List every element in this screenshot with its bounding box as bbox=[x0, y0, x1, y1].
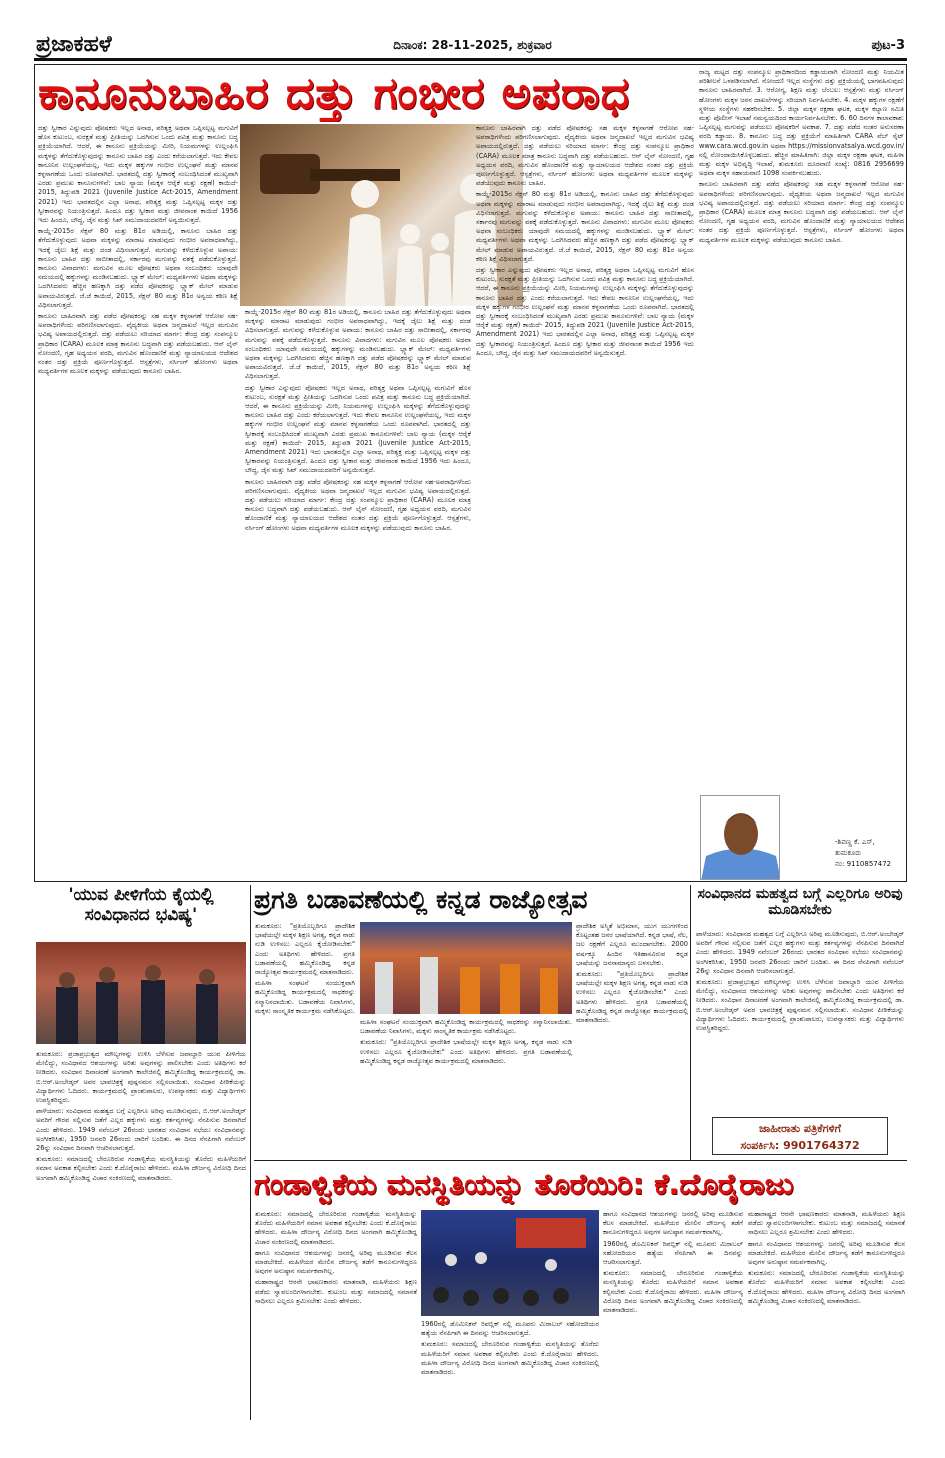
story5-text-4: ಮಹಾರಾಷ್ಟ್ರದ ಆರನೇ ಭಾಷಣಕಾರರು ಮಾತನಾಡಿ, ಮಹಿಳೆಯರು ಶಿಕ್ಷಣ ಪಡೆದು ಸ್ವಾವಲಂಬಿಗಳಾಗಬೇಕು. ಕುಟುಂಬ ಮತ್ತು ಸಮಾಜದಲ್ಲಿ ಸಮಾನತೆ ಸಾಧಿಸಲು ಎಲ್ಲರೂ ಶ್ರಮಿಸಬೇಕು ಎಂದು ಹೇಳಿದರು. bbox=[748, 1210, 905, 1237]
story5-col1 bbox=[255, 1210, 417, 1420]
story2-headline: 'ಯುವ ಪೀಳಿಗೆಯ ಕೈಯಲ್ಲಿ ಸಂವಿಧಾನದ ಭವಿಷ್ಯ' bbox=[68, 885, 214, 925]
story3-col1 bbox=[255, 922, 355, 1158]
story3-col2 bbox=[360, 1018, 572, 1158]
masthead-rule bbox=[34, 58, 907, 61]
story3-headline: ಪ್ರಗತಿ ಬಡಾವಣೆಯಲ್ಲಿ ಕನ್ನಡ ರಾಜ್ಯೋತ್ಸವ bbox=[254, 885, 588, 914]
story3-text-1: ತುಮಕೂರು: "ಪ್ರತಿಯೊಬ್ಬರಿಗೂ ಪ್ರಾದೇಶಿಕ ಭಾಷೆಯಲ್ಲೇ ಮಕ್ಕಳ ಶಿಕ್ಷಣ ಅಗತ್ಯ, ಕನ್ನಡ ನಾಡು ನುಡಿ ಉಳಿಸಲು ಎಲ್ಲರೂ ಕೈಜೋಡಿಸಬೇಕು" ಎಂದು ಅತಿಥಿಗಳು ಹೇಳಿದರು. ಪ್ರಗತಿ ಬಡಾವಣೆಯಲ್ಲಿ ಹಮ್ಮಿಕೊಂಡಿದ್ದ ಕನ್ನಡ ರಾಜ್ಯೋತ್ಸವ ಕಾರ್ಯಕ್ರಮದಲ್ಲಿ ಮಾತನಾಡಿದರು. bbox=[255, 922, 355, 977]
lead-column-4 bbox=[699, 68, 904, 790]
story5-text-1: ತುಮಕೂರು: ಸಮಾಜದಲ್ಲಿ ಬೇರೂರಿರುವ ಗಂಡಾಳ್ವಿಕೆಯ ಮನಸ್ಥಿತಿಯನ್ನು ತೊರೆದು ಮಹಿಳೆಯರಿಗೆ ಸಮಾನ ಅವಕಾಶ ಕಲ್ಪಿಸಬೇಕು ಎಂದು ಕೆ.ದೊರೈರಾಜು ಹೇಳಿದರು. ಮಹಿಳಾ ದೌರ್ಜನ್ಯ ವಿರೋಧಿ ದಿನದ ಅಂಗವಾಗಿ ಹಮ್ಮಿಕೊಂಡಿದ್ದ ವಿಚಾರ ಸಂಕಿರಣದಲ್ಲಿ ಮಾತನಾಡಿದರು. bbox=[255, 1210, 417, 1246]
story3-text-3: ಪ್ರಾದೇಶಿಕ ಅಸ್ಮಿತೆ ಅಭಿಮಾನ, ಯುಗ ಯುಗಗಳಿಂದ ಕೊಟ್ಟಂತಹ ಜನರ ಭಾಷೆಯಾಗಿದೆ. ಕನ್ನಡ ಭಾಷೆ, ನೆಲ, ಜಲ ರಕ್ಷಣೆಗೆ ಎಲ್ಲರೂ ಮುಂದಾಗಬೇಕು. 2000 ವರ್ಷಕ್ಕೂ ಹಿಂದಿನ ಇತಿಹಾಸವಿರುವ ಕನ್ನಡ ಭಾಷೆಯನ್ನು ಜನಸಾಮಾನ್ಯರು ಬಳಸಬೇಕು. bbox=[576, 922, 688, 967]
story5-text-4c: ತುಮಕೂರು: ಸಮಾಜದಲ್ಲಿ ಬೇರೂರಿರುವ ಗಂಡಾಳ್ವಿಕೆಯ ಮನಸ್ಥಿತಿಯನ್ನು ತೊರೆದು ಮಹಿಳೆಯರಿಗೆ ಸಮಾನ ಅವಕಾಶ ಕಲ್ಪಿಸಬೇಕು ಎಂದು ಕೆ.ದೊರೈರಾಜು ಹೇಳಿದರು. ಮಹಿಳಾ ದೌರ್ಜನ್ಯ ವಿರೋಧಿ ದಿನದ ಅಂಗವಾಗಿ ಹಮ್ಮಿಕೊಂಡಿದ್ದ ವಿಚಾರ ಸಂಕಿರಣದಲ್ಲಿ ಮಾತನಾಡಿದರು. bbox=[748, 1269, 905, 1305]
story3-text-2: ಮಹಿಳಾ ಸಂಘಟನೆ ಸಂಯುಕ್ತವಾಗಿ ಹಮ್ಮಿಕೊಂಡಿದ್ದ ಕಾರ್ಯಕ್ರಮದಲ್ಲಿ ಸಾಧಕರನ್ನು ಸನ್ಮಾನಿಸಲಾಯಿತು. ಬಡಾವಣೆಯ ನಿವಾಸಿಗಳು, ಮಕ್ಕಳು ಸಾಂಸ್ಕೃತಿಕ ಕಾರ್ಯಕ್ರಮ ನಡೆಸಿಕೊಟ್ಟರು. bbox=[360, 1018, 572, 1036]
story2-text-b: ಪಾಳೆಯಾರು: ಸಂವಿಧಾನದ ಮಹತ್ವದ ಬಗ್ಗೆ ಎಲ್ಲರಿಗೂ ಅರಿವು ಮೂಡಿಸುವುದು, ಬಿ.ಆರ್.ಅಂಬೇಡ್ಕರ್ ಅವರಿಗೆ ಗೌರವ ಸಲ್ಲಿಸುವ ಜತೆಗೆ ಎಲ್ಲರ ಹಕ್ಕುಗಳು ಮತ್ತು ಕರ್ತವ್ಯಗಳನ್ನು ನೆನಪಿಸುವ ದಿನವಾಗಿದೆ ಎಂದು ಹೇಳಿದರು. 1949 ನವೆಂಬರ್ 26ರಂದು ಭಾರತದ ಸಂವಿಧಾನ ಸಭೆಯು ಸಂವಿಧಾನವನ್ನು ಅಂಗೀಕರಿಸಿತು, 1950 ಜನವರಿ 26ರಂದು ಜಾರಿಗೆ ಬಂದಿತು. ಈ ದಿನದ ನೆನಪಿಗಾಗಿ ನವೆಂಬರ್ 26ನ್ನು ಸಂವಿಧಾನ ದಿನವಾಗಿ ಆಚರಿಸಲಾಗುತ್ತದೆ. bbox=[36, 1107, 246, 1153]
author-place: ತುಮಕೂರು bbox=[835, 849, 862, 857]
story3-text-3b: ತುಮಕೂರು: "ಪ್ರತಿಯೊಬ್ಬರಿಗೂ ಪ್ರಾದೇಶಿಕ ಭಾಷೆಯಲ್ಲೇ ಮಕ್ಕಳ ಶಿಕ್ಷಣ ಅಗತ್ಯ, ಕನ್ನಡ ನಾಡು ನುಡಿ ಉಳಿಸಲು ಎಲ್ಲರೂ ಕೈಜೋಡಿಸಬೇಕು" ಎಂದು ಅತಿಥಿಗಳು ಹೇಳಿದರು. ಪ್ರಗತಿ ಬಡಾವಣೆಯಲ್ಲಿ ಹಮ್ಮಿಕೊಂಡಿದ್ದ ಕನ್ನಡ ರಾಜ್ಯೋತ್ಸವ ಕಾರ್ಯಕ್ರಮದಲ್ಲಿ ಮಾತನಾಡಿದರು. bbox=[576, 970, 688, 1025]
lead-column-1 bbox=[38, 124, 238, 879]
lead-text-1b: ಕಾಯ್ದೆ-2015ರ ಸೆಕ್ಷನ್ 80 ಮತ್ತು 81ರ ಅಡಿಯಲ್ಲಿ, ಕಾನೂನು ಬಾಹಿರ ದತ್ತು ತೆಗೆದುಕೊಳ್ಳುವುದು ಅಥವಾ ಮಕ್ಕಳನ್ನು ಮಾರಾಟ ಮಾಡುವುದು ಗಂಭೀರ ಅಪರಾಧವಾಗಿದ್ದು, ಇದಕ್ಕೆ ಜೈಲು ಶಿಕ್ಷೆ ಮತ್ತು ದಂಡ ವಿಧಿಸಲಾಗುತ್ತದೆ. ಮಗುವನ್ನು ಕಳೆದುಕೊಳ್ಳುವ ಅಪಾಯ: ಕಾನೂನು ಬಾಹಿರ ದತ್ತು ಸಾಬೀತಾದಲ್ಲಿ, ಸರ್ಕಾರವು ಮಗುವನ್ನು ವಶಕ್ಕೆ ಪಡೆದುಕೊಳ್ಳುತ್ತದೆ. ಕಾನೂನು ವಿವಾದಗಳು: ಮಗುವಿನ ಮೂಲ ಪೋಷಕರು ಅಥವಾ ಸಂಬಂಧಿಕರು ಯಾವುದೇ ಸಮಯದಲ್ಲಿ ಹಕ್ಕುಗಳನ್ನು ಮಂಡಿಸಬಹುದು. ಬ್ಲ್ಯಾಕ್ ಮೇಲ್: ಮಧ್ಯವರ್ತಿಗಳು ಅಥವಾ ಮಕ್ಕಳನ್ನು ಒದಗಿಸಿದವರು ಹೆಚ್ಚಿನ ಹಣಕ್ಕಾಗಿ ದತ್ತು ಪಡೆದ ಪೋಷಕರನ್ನು ಬ್ಲ್ಯಾಕ್ ಮೇಲ್ ಮಾಡುವ ಅಪಾಯವಿರುತ್ತದೆ. ಜೆ.ಜೆ ಕಾಯಿದೆ, 2015, ಸೆಕ್ಷನ್ 80 ಮತ್ತು 81ರ ಅನ್ವಯ ಕಠಿಣ ಶಿಕ್ಷೆ ವಿಧಿಸಲಾಗುತ್ತದೆ. bbox=[38, 227, 238, 309]
lead-text-3c: ದತ್ತು ಸ್ವೀಕಾರ ಎನ್ನುವುದು ಪೋಷಕರು ಇಲ್ಲದ ಅನಾಥ, ಪರಿತ್ಯಕ್ತ ಅಥವಾ ಒಪ್ಪಿಸಲ್ಪಟ್ಟ ಮಗುವಿಗೆ ಹೊಸ ಕುಟುಂಬ, ಸುರಕ್ಷತೆ ಮತ್ತು ಪ್ರೀತಿಯನ್ನು ಒದಗಿಸುವ ಒಂದು ಪವಿತ್ರ ಮತ್ತು ಕಾನೂನು ಬದ್ಧ ಪ್ರಕ್ರಿಯೆಯಾಗಿದೆ. ಆದರೆ, ಈ ಕಾನೂನು ಪ್ರಕ್ರಿಯೆಯನ್ನು ಮೀರಿ, ನಿಯಮಗಳನ್ನು ಉಲ್ಲಂಘಿಸಿ ಮಕ್ಕಳನ್ನು ತೆಗೆದುಕೊಳ್ಳುವುದನ್ನು ಕಾನೂನು ಬಾಹಿರ ದತ್ತು ಎಂದು ಕರೆಯಲಾಗುತ್ತದೆ. ಇದು ಕೇವಲ ಕಾನೂನಿನ ಉಲ್ಲಂಘನೆಯಲ್ಲ, ಇದು ಮಕ್ಕಳ ಹಕ್ಕುಗಳ ಗಂಭೀರ ಉಲ್ಲಂಘನೆ ಮತ್ತು ಮಾನವ ಕಳ್ಳಸಾಗಣೆಯ ಒಂದು ರೂಪವಾಗಿದೆ. ಭಾರತದಲ್ಲಿ ದತ್ತು ಸ್ವೀಕಾರಕ್ಕೆ ಸಂಬಂಧಿಸಿದಂತೆ ಮುಖ್ಯವಾಗಿ ಎರಡು ಪ್ರಮುಖ ಕಾನೂನುಗಳಿವೆ: ಬಾಲ ನ್ಯಾಯ (ಮಕ್ಕಳ ಆರೈಕೆ ಮತ್ತು ರಕ್ಷಣೆ) ಕಾಯಿದೆ- 2015, ತಿದ್ದುಪಡಿ 2021 (Juvenile Justice Act-2015, Amendment 2021) ಇದು ಭಾರತದಲ್ಲಿನ ಎಲ್ಲಾ ಅನಾಥ, ಪರಿತ್ಯಕ್ತ ಮತ್ತು ಒಪ್ಪಿಸಲ್ಪಟ್ಟ ಮಕ್ಕಳ ದತ್ತು ಸ್ವೀಕಾರವನ್ನು ನಿಯಂತ್ರಿಸುತ್ತದೆ. ಹಿಂದೂ ದತ್ತು ಸ್ವೀಕಾರ ಮತ್ತು ಜೀವನಾಂಶ ಕಾಯಿದೆ 1956 ಇದು ಹಿಂದೂ, ಬೌದ್ಧ, ಜೈನ ಮತ್ತು ಸಿಖ್ ಸಮುದಾಯದವರಿಗೆ ಅನ್ವಯಿಸುತ್ತದೆ. bbox=[476, 266, 694, 357]
author-name: -ಶಿವಣ್ಣ ಕೆ. ಎಸ್, bbox=[835, 838, 875, 846]
lead-text-2b: ದತ್ತು ಸ್ವೀಕಾರ ಎನ್ನುವುದು ಪೋಷಕರು ಇಲ್ಲದ ಅನಾಥ, ಪರಿತ್ಯಕ್ತ ಅಥವಾ ಒಪ್ಪಿಸಲ್ಪಟ್ಟ ಮಗುವಿಗೆ ಹೊಸ ಕುಟುಂಬ, ಸುರಕ್ಷತೆ ಮತ್ತು ಪ್ರೀತಿಯನ್ನು ಒದಗಿಸುವ ಒಂದು ಪವಿತ್ರ ಮತ್ತು ಕಾನೂನು ಬದ್ಧ ಪ್ರಕ್ರಿಯೆಯಾಗಿದೆ. ಆದರೆ, ಈ ಕಾನೂನು ಪ್ರಕ್ರಿಯೆಯನ್ನು ಮೀರಿ, ನಿಯಮಗಳನ್ನು ಉಲ್ಲಂಘಿಸಿ ಮಕ್ಕಳನ್ನು ತೆಗೆದುಕೊಳ್ಳುವುದನ್ನು ಕಾನೂನು ಬಾಹಿರ ದತ್ತು ಎಂದು ಕರೆಯಲಾಗುತ್ತದೆ. ಇದು ಕೇವಲ ಕಾನೂನಿನ ಉಲ್ಲಂಘನೆಯಲ್ಲ, ಇದು ಮಕ್ಕಳ ಹಕ್ಕುಗಳ ಗಂಭೀರ ಉಲ್ಲಂಘನೆ ಮತ್ತು ಮಾನವ ಕಳ್ಳಸಾಗಣೆಯ ಒಂದು ರೂಪವಾಗಿದೆ. ಭಾರತದಲ್ಲಿ ದತ್ತು ಸ್ವೀಕಾರಕ್ಕೆ ಸಂಬಂಧಿಸಿದಂತೆ ಮುಖ್ಯವಾಗಿ ಎರಡು ಪ್ರಮುಖ ಕಾನೂನುಗಳಿವೆ: ಬಾಲ ನ್ಯಾಯ (ಮಕ್ಕಳ ಆರೈಕೆ ಮತ್ತು ರಕ್ಷಣೆ) ಕಾಯಿದೆ- 2015, ತಿದ್ದುಪಡಿ 2021 (Juvenile Justice Act-2015, Amendment 2021) ಇದು ಭಾರತದಲ್ಲಿನ ಎಲ್ಲಾ ಅನಾಥ, ಪರಿತ್ಯಕ್ತ ಮತ್ತು ಒಪ್ಪಿಸಲ್ಪಟ್ಟ ಮಕ್ಕಳ ದತ್ತು ಸ್ವೀಕಾರವನ್ನು ನಿಯಂತ್ರಿಸುತ್ತದೆ. ಹಿಂದೂ ದತ್ತು ಸ್ವೀಕಾರ ಮತ್ತು ಜೀವನಾಂಶ ಕಾಯಿದೆ 1956 ಇದು ಹಿಂದೂ, ಬೌದ್ಧ, ಜೈನ ಮತ್ತು ಸಿಖ್ ಸಮುದಾಯದವರಿಗೆ ಅನ್ವಯಿಸುತ್ತದೆ. bbox=[245, 383, 471, 475]
event-people bbox=[36, 942, 246, 1044]
author-portrait bbox=[701, 796, 780, 880]
story3-text-1b: ಮಹಿಳಾ ಸಂಘಟನೆ ಸಂಯುಕ್ತವಾಗಿ ಹಮ್ಮಿಕೊಂಡಿದ್ದ ಕಾರ್ಯಕ್ರಮದಲ್ಲಿ ಸಾಧಕರನ್ನು ಸನ್ಮಾನಿಸಲಾಯಿತು. ಬಡಾವಣೆಯ ನಿವಾಸಿಗಳು, ಮಕ್ಕಳು ಸಾಂಸ್ಕೃತಿಕ ಕಾರ್ಯಕ್ರಮ ನಡೆಸಿಕೊಟ್ಟರು. bbox=[255, 979, 355, 1015]
story3-col3 bbox=[576, 922, 688, 1158]
page-number: ಪುಟ-3 bbox=[871, 38, 905, 53]
story5-col4 bbox=[748, 1210, 905, 1420]
author-phone: ನಂ: 9110857472 bbox=[835, 860, 892, 868]
ad-line-1: ಜಾಹೀರಾತು ಪತ್ರಿಕೆಗಳಿಗೆ bbox=[759, 1122, 841, 1135]
story5-text-3b: 1960ರಲ್ಲಿ ಡೊಮಿನಿಕನ್ ರಿಪಬ್ಲಿಕ್ ನಲ್ಲಿ ಮೂವರು ಮಿರಾಬಲ್ ಸಹೋದರಿಯರ ಹತ್ಯೆಯ ನೆನಪಿಗಾಗಿ ಈ ದಿನವನ್ನು ಆಚರಿಸಲಾಗುತ್ತದೆ. bbox=[603, 1239, 743, 1267]
story3-photo bbox=[360, 922, 572, 1014]
lead-text-3b: ಕಾಯ್ದೆ-2015ರ ಸೆಕ್ಷನ್ 80 ಮತ್ತು 81ರ ಅಡಿಯಲ್ಲಿ, ಕಾನೂನು ಬಾಹಿರ ದತ್ತು ತೆಗೆದುಕೊಳ್ಳುವುದು ಅಥವಾ ಮಕ್ಕಳನ್ನು ಮಾರಾಟ ಮಾಡುವುದು ಗಂಭೀರ ಅಪರಾಧವಾಗಿದ್ದು, ಇದಕ್ಕೆ ಜೈಲು ಶಿಕ್ಷೆ ಮತ್ತು ದಂಡ ವಿಧಿಸಲಾಗುತ್ತದೆ. ಮಗುವನ್ನು ಕಳೆದುಕೊಳ್ಳುವ ಅಪಾಯ: ಕಾನೂನು ಬಾಹಿರ ದತ್ತು ಸಾಬೀತಾದಲ್ಲಿ, ಸರ್ಕಾರವು ಮಗುವನ್ನು ವಶಕ್ಕೆ ಪಡೆದುಕೊಳ್ಳುತ್ತದೆ. ಕಾನೂನು ವಿವಾದಗಳು: ಮಗುವಿನ ಮೂಲ ಪೋಷಕರು ಅಥವಾ ಸಂಬಂಧಿಕರು ಯಾವುದೇ ಸಮಯದಲ್ಲಿ ಹಕ್ಕುಗಳನ್ನು ಮಂಡಿಸಬಹುದು. ಬ್ಲ್ಯಾಕ್ ಮೇಲ್: ಮಧ್ಯವರ್ತಿಗಳು ಅಥವಾ ಮಕ್ಕಳನ್ನು ಒದಗಿಸಿದವರು ಹೆಚ್ಚಿನ ಹಣಕ್ಕಾಗಿ ದತ್ತು ಪಡೆದ ಪೋಷಕರನ್ನು ಬ್ಲ್ಯಾಕ್ ಮೇಲ್ ಮಾಡುವ ಅಪಾಯವಿರುತ್ತದೆ. ಜೆ.ಜೆ ಕಾಯಿದೆ, 2015, ಸೆಕ್ಷನ್ 80 ಮತ್ತು 81ರ ಅನ್ವಯ ಕಠಿಣ ಶಿಕ್ಷೆ ವಿಧಿಸಲಾಗುತ್ತದೆ. bbox=[476, 190, 694, 263]
story5-text-3c: ತುಮಕೂರು: ಸಮಾಜದಲ್ಲಿ ಬೇರೂರಿರುವ ಗಂಡಾಳ್ವಿಕೆಯ ಮನಸ್ಥಿತಿಯನ್ನು ತೊರೆದು ಮಹಿಳೆಯರಿಗೆ ಸಮಾನ ಅವಕಾಶ ಕಲ್ಪಿಸಬೇಕು ಎಂದು ಕೆ.ದೊರೈರಾಜು ಹೇಳಿದರು. ಮಹಿಳಾ ದೌರ್ಜನ್ಯ ವಿರೋಧಿ ದಿನದ ಅಂಗವಾಗಿ ಹಮ್ಮಿಕೊಂಡಿದ್ದ ವಿಚಾರ ಸಂಕಿರಣದಲ್ಲಿ ಮಾತನಾಡಿದರು. bbox=[603, 1269, 743, 1315]
story2-text-c: ತುಮಕೂರು: ಸಮಾಜದಲ್ಲಿ ಬೇರೂರಿರುವ ಗಂಡಾಳ್ವಿಕೆಯ ಮನಸ್ಥಿತಿಯನ್ನು ತೊರೆದು ಮಹಿಳೆಯರಿಗೆ ಸಮಾನ ಅವಕಾಶ ಕಲ್ಪಿಸಬೇಕು ಎಂದು ಕೆ.ದೊರೈರಾಜು ಹೇಳಿದರು. ಮಹಿಳಾ ದೌರ್ಜನ್ಯ ವಿರೋಧಿ ದಿನದ ಅಂಗವಾಗಿ ಹಮ್ಮಿಕೊಂಡಿದ್ದ ವಿಚಾರ ಸಂಕಿರಣದಲ್ಲಿ ಮಾತನಾಡಿದರು. bbox=[36, 1155, 246, 1182]
lead-text-1c: ಕಾನೂನು ಬಾಹಿರವಾಗಿ ದತ್ತು ಪಡೆದ ಪೋಷಕರನ್ನು ಸಹ ಮಕ್ಕಳ ಕಳ್ಳಸಾಗಣೆ ಆರೋಪ ಸಹ-ಅಪರಾಧಿಗಳೆಂದು ಪರಿಗಣಿಸಲಾಗುವುದು. ವೈದ್ಯಕೀಯ ಅಥವಾ ಜನ್ಮದಾಖಲೆ ಇಲ್ಲದ ಮಗುವಿನ ಭವಿಷ್ಯ ಅಪಾಯದಲ್ಲಿರುತ್ತದೆ. ದತ್ತು ಪಡೆಯಲು ಸರಿಯಾದ ಮಾರ್ಗ: ಕೇಂದ್ರ ದತ್ತು ಸಂಪನ್ಮೂಲ ಪ್ರಾಧಿಕಾರ (CARA) ಮೂಲಕ ಮಾತ್ರ ಕಾನೂನು ಬದ್ಧವಾಗಿ ದತ್ತು ಪಡೆಯಬಹುದು. ಆನ್ ಲೈನ್ ನೋಂದಣಿ, ಗೃಹ ಅಧ್ಯಯನ ವರದಿ, ಮಗುವಿನ ಹೊಂದಾಣಿಕೆ ಮತ್ತು ನ್ಯಾಯಾಲಯದ ಆದೇಶದ ನಂತರ ದತ್ತು ಪ್ರಕ್ರಿಯೆ ಪೂರ್ಣಗೊಳ್ಳುತ್ತದೆ. ಆಸ್ಪತ್ರೆಗಳು, ನರ್ಸಿಂಗ್ ಹೋಂಗಳು ಅಥವಾ ಮಧ್ಯವರ್ತಿಗಳ ಮೂಲಕ ಮಕ್ಕಳನ್ನು ಪಡೆಯುವುದು ಕಾನೂನು ಬಾಹಿರ. bbox=[38, 312, 238, 376]
story4-text: ಪಾಳೆಯಾರು: ಸಂವಿಧಾನದ ಮಹತ್ವದ ಬಗ್ಗೆ ಎಲ್ಲರಿಗೂ ಅರಿವು ಮೂಡಿಸುವುದು, ಬಿ.ಆರ್.ಅಂಬೇಡ್ಕರ್ ಅವರಿಗೆ ಗೌರವ ಸಲ್ಲಿಸುವ ಜತೆಗೆ ಎಲ್ಲರ ಹಕ್ಕುಗಳು ಮತ್ತು ಕರ್ತವ್ಯಗಳನ್ನು ನೆನಪಿಸುವ ದಿನವಾಗಿದೆ ಎಂದು ಹೇಳಿದರು. 1949 ನವೆಂಬರ್ 26ರಂದು ಭಾರತದ ಸಂವಿಧಾನ ಸಭೆಯು ಸಂವಿಧಾನವನ್ನು ಅಂಗೀಕರಿಸಿತು, 1950 ಜನವರಿ 26ರಂದು ಜಾರಿಗೆ ಬಂದಿತು. ಈ ದಿನದ ನೆನಪಿಗಾಗಿ ನವೆಂಬರ್ 26ನ್ನು ಸಂವಿಧಾನ ದಿನವಾಗಿ ಆಚರಿಸಲಾಗುತ್ತದೆ. bbox=[696, 930, 904, 975]
lead-text-3: ಕಾನೂನು ಬಾಹಿರವಾಗಿ ದತ್ತು ಪಡೆದ ಪೋಷಕರನ್ನು ಸಹ ಮಕ್ಕಳ ಕಳ್ಳಸಾಗಣೆ ಆರೋಪ ಸಹ-ಅಪರಾಧಿಗಳೆಂದು ಪರಿಗಣಿಸಲಾಗುವುದು. ವೈದ್ಯಕೀಯ ಅಥವಾ ಜನ್ಮದಾಖಲೆ ಇಲ್ಲದ ಮಗುವಿನ ಭವಿಷ್ಯ ಅಪಾಯದಲ್ಲಿರುತ್ತದೆ. ದತ್ತು ಪಡೆಯಲು ಸರಿಯಾದ ಮಾರ್ಗ: ಕೇಂದ್ರ ದತ್ತು ಸಂಪನ್ಮೂಲ ಪ್ರಾಧಿಕಾರ (CARA) ಮೂಲಕ ಮಾತ್ರ ಕಾನೂನು ಬದ್ಧವಾಗಿ ದತ್ತು ಪಡೆಯಬಹುದು. ಆನ್ ಲೈನ್ ನೋಂದಣಿ, ಗೃಹ ಅಧ್ಯಯನ ವರದಿ, ಮಗುವಿನ ಹೊಂದಾಣಿಕೆ ಮತ್ತು ನ್ಯಾಯಾಲಯದ ಆದೇಶದ ನಂತರ ದತ್ತು ಪ್ರಕ್ರಿಯೆ ಪೂರ್ಣಗೊಳ್ಳುತ್ತದೆ. ಆಸ್ಪತ್ರೆಗಳು, ನರ್ಸಿಂಗ್ ಹೋಂಗಳು ಅಥವಾ ಮಧ್ಯವರ್ತಿಗಳ ಮೂಲಕ ಮಕ್ಕಳನ್ನು ಪಡೆಯುವುದು ಕಾನೂನು ಬಾಹಿರ. bbox=[476, 124, 694, 188]
divider bbox=[250, 885, 251, 1420]
seminar-audience bbox=[421, 1210, 599, 1316]
story4-headline: ಸಂವಿಧಾನದ ಮಹತ್ವದ ಬಗ್ಗೆ ಎಲ್ಲರಿಗೂ ಅರಿವು ಮೂಡಿಸಬೇಕು bbox=[697, 886, 903, 919]
author-photo bbox=[700, 795, 780, 880]
story5-col2 bbox=[421, 1320, 599, 1420]
story5-photo bbox=[421, 1210, 599, 1316]
divider bbox=[254, 1160, 907, 1161]
ad-phone: ಸಂಪರ್ಕಿಸಿ: 9901764372 bbox=[740, 1139, 860, 1152]
story4-body bbox=[696, 930, 904, 1112]
lead-headline: ಕಾನೂನುಬಾಹಿರ ದತ್ತು ಗಂಭೀರ ಅಪರಾಧ bbox=[38, 68, 631, 119]
story5-text-2b: ತುಮಕೂರು: ಸಮಾಜದಲ್ಲಿ ಬೇರೂರಿರುವ ಗಂಡಾಳ್ವಿಕೆಯ ಮನಸ್ಥಿತಿಯನ್ನು ತೊರೆದು ಮಹಿಳೆಯರಿಗೆ ಸಮಾನ ಅವಕಾಶ ಕಲ್ಪಿಸಬೇಕು ಎಂದು ಕೆ.ದೊರೈರಾಜು ಹೇಳಿದರು. ಮಹಿಳಾ ದೌರ್ಜನ್ಯ ವಿರೋಧಿ ದಿನದ ಅಂಗವಾಗಿ ಹಮ್ಮಿಕೊಂಡಿದ್ದ ವಿಚಾರ ಸಂಕಿರಣದಲ್ಲಿ ಮಾತನಾಡಿದರು. bbox=[421, 1340, 599, 1377]
author-byline bbox=[835, 837, 891, 870]
lead-text-2c: ಕಾನೂನು ಬಾಹಿರವಾಗಿ ದತ್ತು ಪಡೆದ ಪೋಷಕರನ್ನು ಸಹ ಮಕ್ಕಳ ಕಳ್ಳಸಾಗಣೆ ಆರೋಪ ಸಹ-ಅಪರಾಧಿಗಳೆಂದು ಪರಿಗಣಿಸಲಾಗುವುದು. ವೈದ್ಯಕೀಯ ಅಥವಾ ಜನ್ಮದಾಖಲೆ ಇಲ್ಲದ ಮಗುವಿನ ಭವಿಷ್ಯ ಅಪಾಯದಲ್ಲಿರುತ್ತದೆ. ದತ್ತು ಪಡೆಯಲು ಸರಿಯಾದ ಮಾರ್ಗ: ಕೇಂದ್ರ ದತ್ತು ಸಂಪನ್ಮೂಲ ಪ್ರಾಧಿಕಾರ (CARA) ಮೂಲಕ ಮಾತ್ರ ಕಾನೂನು ಬದ್ಧವಾಗಿ ದತ್ತು ಪಡೆಯಬಹುದು. ಆನ್ ಲೈನ್ ನೋಂದಣಿ, ಗೃಹ ಅಧ್ಯಯನ ವರದಿ, ಮಗುವಿನ ಹೊಂದಾಣಿಕೆ ಮತ್ತು ನ್ಯಾಯಾಲಯದ ಆದೇಶದ ನಂತರ ದತ್ತು ಪ್ರಕ್ರಿಯೆ ಪೂರ್ಣಗೊಳ್ಳುತ್ತದೆ. ಆಸ್ಪತ್ರೆಗಳು, ನರ್ಸಿಂಗ್ ಹೋಂಗಳು ಅಥವಾ ಮಧ್ಯವರ್ತಿಗಳ ಮೂಲಕ ಮಕ್ಕಳನ್ನು ಪಡೆಯುವುದು ಕಾನೂನು ಬಾಹಿರ. bbox=[245, 477, 471, 532]
lead-text-4: ರಾಜ್ಯ ಮಟ್ಟದ ದತ್ತು ಸಂಪನ್ಮೂಲ ಪ್ರಾಧಿಕಾರದಿಂದ ಕಡ್ಡಾಯವಾಗಿ ನೋಂದಣಿ ಮತ್ತು ನಿಯಮಿತ ಪರಿಶೀಲನೆ ಒಳಪಡಿಸಲಾಗಿದೆ. ನೋಂದಣಿ ಇಲ್ಲದ ಸಂಸ್ಥೆಗಳು ದತ್ತು ಪ್ರಕ್ರಿಯೆಯಲ್ಲಿ ಭಾಗವಹಿಸುವುದು ಕಾನೂನು ಬಾಹಿರವಾಗಿದೆ. 3. ಆರೋಗ್ಯ, ಶಿಕ್ಷಣ ಮತ್ತು ಬೆಂಬಲ: ಆಸ್ಪತ್ರೆಗಳು ಮತ್ತು ನರ್ಸಿಂಗ್ ಹೋಂಗಳು ಮಕ್ಕಳ ಜನನ ದಾಖಲೆಗಳನ್ನು ಸರಿಯಾಗಿ ನಿರ್ವಹಿಸಬೇಕು. 4. ಮಕ್ಕಳ ಹಕ್ಕುಗಳ ರಕ್ಷಣೆಗೆ ಸ್ಥಳೀಯ ಸಂಸ್ಥೆಗಳು ಸಹಕರಿಸಬೇಕು. 5. ಜಿಲ್ಲಾ ಮಕ್ಕಳ ರಕ್ಷಣಾ ಘಟಕ, ಮಕ್ಕಳ ಕಲ್ಯಾಣ ಸಮಿತಿ ಮತ್ತು ಪೊಲೀಸ್ ಇಲಾಖೆ ಸಮನ್ವಯದಿಂದ ಕಾರ್ಯನಿರ್ವಹಿಸಬೇಕು. 6. 60 ದಿನಗಳ ಕಾಲಾವಕಾಶ: ಒಪ್ಪಿಸಲ್ಪಟ್ಟ ಮಗುವನ್ನು ಪಡೆಯಲು ಪೋಷಕರಿಗೆ ಅವಕಾಶ. 7. ದತ್ತು ಪಡೆದ ನಂತರ ಅನುಸರಣಾ ವರದಿ ಕಡ್ಡಾಯ. 8. ಕಾನೂನು ಬದ್ಧ ದತ್ತು ಪ್ರಕ್ರಿಯೆಗೆ ಮಾಹಿತಿಗಾಗಿ CARA ವೆಬ್ ಸೈಟ್ www.cara.wcd.gov.in ಅಥವಾ https://missionvatsalya.wcd.gov.in/ನಲ್ಲಿ ನೋಂದಾಯಿಸಿಕೊಳ್ಳಬಹುದು. ಹೆಚ್ಚಿನ ಮಾಹಿತಿಗಾಗಿ: ಜಿಲ್ಲಾ ಮಕ್ಕಳ ರಕ್ಷಣಾ ಘಟಕ, ಮಹಿಳಾ ಮತ್ತು ಮಕ್ಕಳ ಅಭಿವೃದ್ಧಿ ಇಲಾಖೆ, ತುಮಕೂರು ದೂರವಾಣಿ ಸಂಖ್ಯೆ: 0816 2956699 ಅಥವಾ ಮಕ್ಕಳ ಸಹಾಯವಾಣಿ 1098 ಸಂಪರ್ಕಿಸಬಹುದು. bbox=[699, 68, 904, 178]
lead-column-2 bbox=[245, 308, 471, 879]
event-stage bbox=[360, 922, 572, 1014]
story2-photo bbox=[36, 942, 246, 1044]
lead-text-4b: ಕಾನೂನು ಬಾಹಿರವಾಗಿ ದತ್ತು ಪಡೆದ ಪೋಷಕರನ್ನು ಸಹ ಮಕ್ಕಳ ಕಳ್ಳಸಾಗಣೆ ಆರೋಪ ಸಹ-ಅಪರಾಧಿಗಳೆಂದು ಪರಿಗಣಿಸಲಾಗುವುದು. ವೈದ್ಯಕೀಯ ಅಥವಾ ಜನ್ಮದಾಖಲೆ ಇಲ್ಲದ ಮಗುವಿನ ಭವಿಷ್ಯ ಅಪಾಯದಲ್ಲಿರುತ್ತದೆ. ದತ್ತು ಪಡೆಯಲು ಸರಿಯಾದ ಮಾರ್ಗ: ಕೇಂದ್ರ ದತ್ತು ಸಂಪನ್ಮೂಲ ಪ್ರಾಧಿಕಾರ (CARA) ಮೂಲಕ ಮಾತ್ರ ಕಾನೂನು ಬದ್ಧವಾಗಿ ದತ್ತು ಪಡೆಯಬಹುದು. ಆನ್ ಲೈನ್ ನೋಂದಣಿ, ಗೃಹ ಅಧ್ಯಯನ ವರದಿ, ಮಗುವಿನ ಹೊಂದಾಣಿಕೆ ಮತ್ತು ನ್ಯಾಯಾಲಯದ ಆದೇಶದ ನಂತರ ದತ್ತು ಪ್ರಕ್ರಿಯೆ ಪೂರ್ಣಗೊಳ್ಳುತ್ತದೆ. ಆಸ್ಪತ್ರೆಗಳು, ನರ್ಸಿಂಗ್ ಹೋಂಗಳು ಅಥವಾ ಮಧ್ಯವರ್ತಿಗಳ ಮೂಲಕ ಮಕ್ಕಳನ್ನು ಪಡೆಯುವುದು ಕಾನೂನು ಬಾಹಿರ. bbox=[699, 180, 904, 244]
story5-text-4b: ಹಾಗೂ ಸಂವಿಧಾನದ ಆಶಯಗಳನ್ನು ಜನರಲ್ಲಿ ಅರಿವು ಮೂಡಿಸುವ ಕೆಲಸ ಮಾಡಬೇಕಿದೆ. ಮಹಿಳೆಯರ ಮೇಲಿನ ದೌರ್ಜನ್ಯ ತಡೆಗೆ ಕಾನೂನುಗಳಿದ್ದರೂ ಅವುಗಳ ಅನುಷ್ಠಾನ ಸಮರ್ಪಕವಾಗಿಲ್ಲ. bbox=[748, 1239, 905, 1267]
story5-col3 bbox=[603, 1210, 743, 1420]
story3-text-2b: ತುಮಕೂರು: "ಪ್ರತಿಯೊಬ್ಬರಿಗೂ ಪ್ರಾದೇಶಿಕ ಭಾಷೆಯಲ್ಲೇ ಮಕ್ಕಳ ಶಿಕ್ಷಣ ಅಗತ್ಯ, ಕನ್ನಡ ನಾಡು ನುಡಿ ಉಳಿಸಲು ಎಲ್ಲರೂ ಕೈಜೋಡಿಸಬೇಕು" ಎಂದು ಅತಿಥಿಗಳು ಹೇಳಿದರು. ಪ್ರಗತಿ ಬಡಾವಣೆಯಲ್ಲಿ ಹಮ್ಮಿಕೊಂಡಿದ್ದ ಕನ್ನಡ ರಾಜ್ಯೋತ್ಸವ ಕಾರ್ಯಕ್ರಮದಲ್ಲಿ ಮಾತನಾಡಿದರು. bbox=[360, 1038, 572, 1065]
advertisement-contact-box bbox=[712, 1117, 888, 1155]
story5-headline: ಗಂಡಾಳ್ವಿಕೆಯ ಮನಸ್ಥಿತಿಯನ್ನು ತೊರೆಯಿರಿ: ಕೆ.ದೊರೈರಾಜು bbox=[254, 1167, 794, 1201]
story5-text-1b: ಹಾಗೂ ಸಂವಿಧಾನದ ಆಶಯಗಳನ್ನು ಜನರಲ್ಲಿ ಅರಿವು ಮೂಡಿಸುವ ಕೆಲಸ ಮಾಡಬೇಕಿದೆ. ಮಹಿಳೆಯರ ಮೇಲಿನ ದೌರ್ಜನ್ಯ ತಡೆಗೆ ಕಾನೂನುಗಳಿದ್ದರೂ ಅವುಗಳ ಅನುಷ್ಠಾನ ಸಮರ್ಪಕವಾಗಿಲ್ಲ. bbox=[255, 1248, 417, 1276]
story5-text-3: ಹಾಗೂ ಸಂವಿಧಾನದ ಆಶಯಗಳನ್ನು ಜನರಲ್ಲಿ ಅರಿವು ಮೂಡಿಸುವ ಕೆಲಸ ಮಾಡಬೇಕಿದೆ. ಮಹಿಳೆಯರ ಮೇಲಿನ ದೌರ್ಜನ್ಯ ತಡೆಗೆ ಕಾನೂನುಗಳಿದ್ದರೂ ಅವುಗಳ ಅನುಷ್ಠಾನ ಸಮರ್ಪಕವಾಗಿಲ್ಲ. bbox=[603, 1210, 743, 1237]
lead-text-1: ದತ್ತು ಸ್ವೀಕಾರ ಎನ್ನುವುದು ಪೋಷಕರು ಇಲ್ಲದ ಅನಾಥ, ಪರಿತ್ಯಕ್ತ ಅಥವಾ ಒಪ್ಪಿಸಲ್ಪಟ್ಟ ಮಗುವಿಗೆ ಹೊಸ ಕುಟುಂಬ, ಸುರಕ್ಷತೆ ಮತ್ತು ಪ್ರೀತಿಯನ್ನು ಒದಗಿಸುವ ಒಂದು ಪವಿತ್ರ ಮತ್ತು ಕಾನೂನು ಬದ್ಧ ಪ್ರಕ್ರಿಯೆಯಾಗಿದೆ. ಆದರೆ, ಈ ಕಾನೂನು ಪ್ರಕ್ರಿಯೆಯನ್ನು ಮೀರಿ, ನಿಯಮಗಳನ್ನು ಉಲ್ಲಂಘಿಸಿ ಮಕ್ಕಳನ್ನು ತೆಗೆದುಕೊಳ್ಳುವುದನ್ನು ಕಾನೂನು ಬಾಹಿರ ದತ್ತು ಎಂದು ಕರೆಯಲಾಗುತ್ತದೆ. ಇದು ಕೇವಲ ಕಾನೂನಿನ ಉಲ್ಲಂಘನೆಯಲ್ಲ, ಇದು ಮಕ್ಕಳ ಹಕ್ಕುಗಳ ಗಂಭೀರ ಉಲ್ಲಂಘನೆ ಮತ್ತು ಮಾನವ ಕಳ್ಳಸಾಗಣೆಯ ಒಂದು ರೂಪವಾಗಿದೆ. ಭಾರತದಲ್ಲಿ ದತ್ತು ಸ್ವೀಕಾರಕ್ಕೆ ಸಂಬಂಧಿಸಿದಂತೆ ಮುಖ್ಯವಾಗಿ ಎರಡು ಪ್ರಮುಖ ಕಾನೂನುಗಳಿವೆ: ಬಾಲ ನ್ಯಾಯ (ಮಕ್ಕಳ ಆರೈಕೆ ಮತ್ತು ರಕ್ಷಣೆ) ಕಾಯಿದೆ- 2015, ತಿದ್ದುಪಡಿ 2021 (Juvenile Justice Act-2015, Amendment 2021) ಇದು ಭಾರತದಲ್ಲಿನ ಎಲ್ಲಾ ಅನಾಥ, ಪರಿತ್ಯಕ್ತ ಮತ್ತು ಒಪ್ಪಿಸಲ್ಪಟ್ಟ ಮಕ್ಕಳ ದತ್ತು ಸ್ವೀಕಾರವನ್ನು ನಿಯಂತ್ರಿಸುತ್ತದೆ. ಹಿಂದೂ ದತ್ತು ಸ್ವೀಕಾರ ಮತ್ತು ಜೀವನಾಂಶ ಕಾಯಿದೆ 1956 ಇದು ಹಿಂದೂ, ಬೌದ್ಧ, ಜೈನ ಮತ್ತು ಸಿಖ್ ಸಮುದಾಯದವರಿಗೆ ಅನ್ವಯಿಸುತ್ತದೆ. bbox=[38, 124, 238, 225]
divider bbox=[690, 885, 691, 1160]
story4-text-b: ತುಮಕೂರು: ಪ್ರಜಾಪ್ರಭುತ್ವದ ಮೌಲ್ಯಗಳನ್ನು ಉಳಿಸಿ ಬೆಳೆಸುವ ಜವಾಬ್ದಾರಿ ಯುವ ಪೀಳಿಗೆಯ ಮೇಲಿದ್ದು, ಸಂವಿಧಾನದ ಆಶಯಗಳನ್ನು ಅರಿತು ಅವುಗಳನ್ನು ಪಾಲಿಸಬೇಕು ಎಂದು ಅತಿಥಿಗಳು ಕರೆ ನೀಡಿದರು. ಸಂವಿಧಾನ ದಿನಾಚರಣೆ ಅಂಗವಾಗಿ ಕಾಲೇಜಿನಲ್ಲಿ ಹಮ್ಮಿಕೊಂಡಿದ್ದ ಕಾರ್ಯಕ್ರಮದಲ್ಲಿ ಡಾ. ಬಿ.ಆರ್.ಅಂಬೇಡ್ಕರ್ ಅವರ ಭಾವಚಿತ್ರಕ್ಕೆ ಪುಷ್ಪನಮನ ಸಲ್ಲಿಸಲಾಯಿತು. ಸಂವಿಧಾನ ಪೀಠಿಕೆಯನ್ನು ವಿದ್ಯಾರ್ಥಿಗಳು ಓದಿದರು. ಕಾರ್ಯಕ್ರಮದಲ್ಲಿ ಪ್ರಾಂಶುಪಾಲರು, ಉಪನ್ಯಾಸಕರು ಮತ್ತು ವಿದ್ಯಾರ್ಥಿಗಳು ಉಪಸ್ಥಿತರಿದ್ದರು. bbox=[696, 978, 904, 1033]
lead-text-2: ಕಾಯ್ದೆ-2015ರ ಸೆಕ್ಷನ್ 80 ಮತ್ತು 81ರ ಅಡಿಯಲ್ಲಿ, ಕಾನೂನು ಬಾಹಿರ ದತ್ತು ತೆಗೆದುಕೊಳ್ಳುವುದು ಅಥವಾ ಮಕ್ಕಳನ್ನು ಮಾರಾಟ ಮಾಡುವುದು ಗಂಭೀರ ಅಪರಾಧವಾಗಿದ್ದು, ಇದಕ್ಕೆ ಜೈಲು ಶಿಕ್ಷೆ ಮತ್ತು ದಂಡ ವಿಧಿಸಲಾಗುತ್ತದೆ. ಮಗುವನ್ನು ಕಳೆದುಕೊಳ್ಳುವ ಅಪಾಯ: ಕಾನೂನು ಬಾಹಿರ ದತ್ತು ಸಾಬೀತಾದಲ್ಲಿ, ಸರ್ಕಾರವು ಮಗುವನ್ನು ವಶಕ್ಕೆ ಪಡೆದುಕೊಳ್ಳುತ್ತದೆ. ಕಾನೂನು ವಿವಾದಗಳು: ಮಗುವಿನ ಮೂಲ ಪೋಷಕರು ಅಥವಾ ಸಂಬಂಧಿಕರು ಯಾವುದೇ ಸಮಯದಲ್ಲಿ ಹಕ್ಕುಗಳನ್ನು ಮಂಡಿಸಬಹುದು. ಬ್ಲ್ಯಾಕ್ ಮೇಲ್: ಮಧ್ಯವರ್ತಿಗಳು ಅಥವಾ ಮಕ್ಕಳನ್ನು ಒದಗಿಸಿದವರು ಹೆಚ್ಚಿನ ಹಣಕ್ಕಾಗಿ ದತ್ತು ಪಡೆದ ಪೋಷಕರನ್ನು ಬ್ಲ್ಯಾಕ್ ಮೇಲ್ ಮಾಡುವ ಅಪಾಯವಿರುತ್ತದೆ. ಜೆ.ಜೆ ಕಾಯಿದೆ, 2015, ಸೆಕ್ಷನ್ 80 ಮತ್ತು 81ರ ಅನ್ವಯ ಕಠಿಣ ಶಿಕ್ಷೆ ವಿಧಿಸಲಾಗುತ್ತದೆ. bbox=[245, 308, 471, 381]
lead-column-3 bbox=[476, 124, 694, 879]
masthead-date: ದಿನಾಂಕ: 28-11-2025, ಶುಕ್ರವಾರ bbox=[393, 38, 552, 52]
story5-text-1c: ಮಹಾರಾಷ್ಟ್ರದ ಆರನೇ ಭಾಷಣಕಾರರು ಮಾತನಾಡಿ, ಮಹಿಳೆಯರು ಶಿಕ್ಷಣ ಪಡೆದು ಸ್ವಾವಲಂಬಿಗಳಾಗಬೇಕು. ಕುಟುಂಬ ಮತ್ತು ಸಮಾಜದಲ್ಲಿ ಸಮಾನತೆ ಸಾಧಿಸಲು ಎಲ್ಲರೂ ಶ್ರಮಿಸಬೇಕು ಎಂದು ಹೇಳಿದರು. bbox=[255, 1278, 417, 1305]
story2-body bbox=[36, 1050, 246, 1418]
masthead-title: ಪ್ರಜಾಕಹಳೆ bbox=[36, 32, 112, 57]
story5-text-2: 1960ರಲ್ಲಿ ಡೊಮಿನಿಕನ್ ರಿಪಬ್ಲಿಕ್ ನಲ್ಲಿ ಮೂವರು ಮಿರಾಬಲ್ ಸಹೋದರಿಯರ ಹತ್ಯೆಯ ನೆನಪಿಗಾಗಿ ಈ ದಿನವನ್ನು ಆಚರಿಸಲಾಗುತ್ತದೆ. bbox=[421, 1320, 599, 1338]
story2-text: ತುಮಕೂರು: ಪ್ರಜಾಪ್ರಭುತ್ವದ ಮೌಲ್ಯಗಳನ್ನು ಉಳಿಸಿ ಬೆಳೆಸುವ ಜವಾಬ್ದಾರಿ ಯುವ ಪೀಳಿಗೆಯ ಮೇಲಿದ್ದು, ಸಂವಿಧಾನದ ಆಶಯಗಳನ್ನು ಅರಿತು ಅವುಗಳನ್ನು ಪಾಲಿಸಬೇಕು ಎಂದು ಅತಿಥಿಗಳು ಕರೆ ನೀಡಿದರು. ಸಂವಿಧಾನ ದಿನಾಚರಣೆ ಅಂಗವಾಗಿ ಕಾಲೇಜಿನಲ್ಲಿ ಹಮ್ಮಿಕೊಂಡಿದ್ದ ಕಾರ್ಯಕ್ರಮದಲ್ಲಿ ಡಾ. ಬಿ.ಆರ್.ಅಂಬೇಡ್ಕರ್ ಅವರ ಭಾವಚಿತ್ರಕ್ಕೆ ಪುಷ್ಪನಮನ ಸಲ್ಲಿಸಲಾಯಿತು. ಸಂವಿಧಾನ ಪೀಠಿಕೆಯನ್ನು ವಿದ್ಯಾರ್ಥಿಗಳು ಓದಿದರು. ಕಾರ್ಯಕ್ರಮದಲ್ಲಿ ಪ್ರಾಂಶುಪಾಲರು, ಉಪನ್ಯಾಸಕರು ಮತ್ತು ವಿದ್ಯಾರ್ಥಿಗಳು ಉಪಸ್ಥಿತರಿದ್ದರು. bbox=[36, 1050, 246, 1105]
